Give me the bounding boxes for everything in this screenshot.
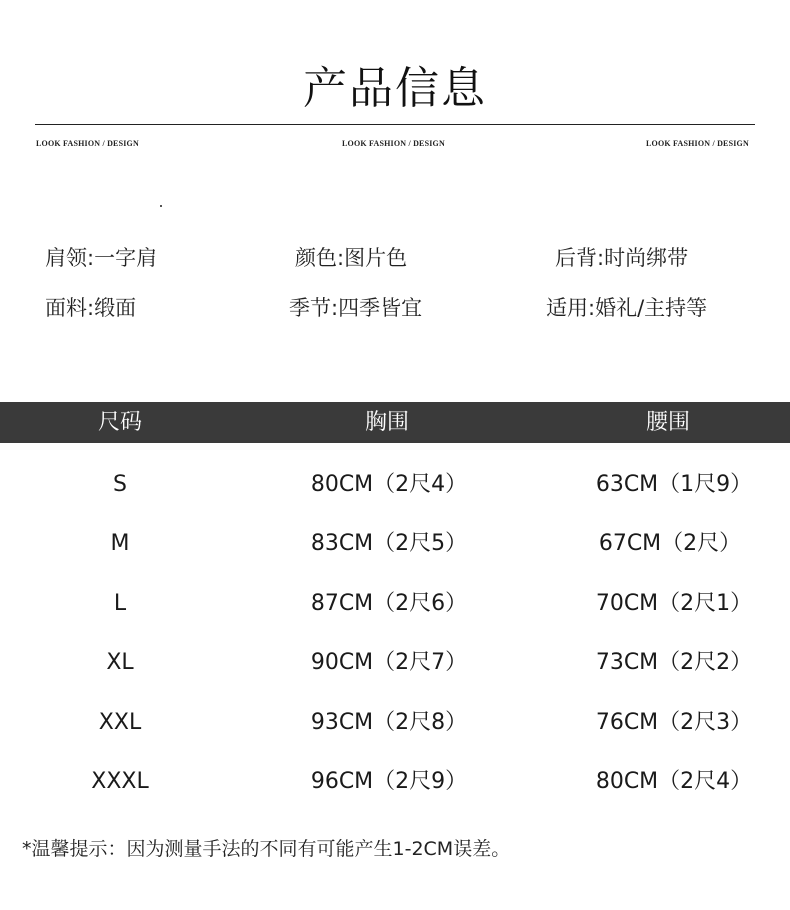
size-cell: S xyxy=(113,472,127,497)
header-size: 尺码 xyxy=(97,410,143,435)
measurement-note: *温馨提示：因为测量手法的不同有可能产生1-2CM误差。 xyxy=(22,838,511,860)
bust-cell: 93CM（2尺8） xyxy=(310,710,468,735)
table-row xyxy=(0,465,790,505)
header-bust: 胸围 xyxy=(364,410,410,435)
header-waist: 腰围 xyxy=(645,410,691,435)
size-cell: XL xyxy=(106,650,134,675)
bust-cell: 90CM（2尺7） xyxy=(310,650,468,675)
tagline-center: LOOK FASHION / DESIGN xyxy=(342,139,445,148)
table-row xyxy=(0,524,790,564)
table-row xyxy=(0,584,790,624)
waist-cell: 70CM（2尺1） xyxy=(595,591,753,616)
bust-cell: 96CM（2尺9） xyxy=(310,769,468,794)
size-cell: XXL xyxy=(98,710,142,735)
waist-cell: 80CM（2尺4） xyxy=(595,769,753,794)
bust-cell: 80CM（2尺4） xyxy=(310,472,468,497)
bust-cell: 83CM（2尺5） xyxy=(310,531,468,556)
waist-cell: 67CM（2尺） xyxy=(598,531,742,556)
info-fabric: 面料:缎面 xyxy=(45,296,137,320)
stray-dot xyxy=(160,205,162,207)
waist-cell: 63CM（1尺9） xyxy=(595,472,753,497)
info-back: 后背:时尚绑带 xyxy=(555,246,689,270)
table-row xyxy=(0,703,790,743)
tagline-right: LOOK FASHION / DESIGN xyxy=(646,139,749,148)
waist-cell: 73CM（2尺2） xyxy=(595,650,753,675)
bust-cell: 87CM（2尺6） xyxy=(310,591,468,616)
waist-cell: 76CM（2尺3） xyxy=(595,710,753,735)
size-cell: XXXL xyxy=(91,769,149,794)
size-cell: M xyxy=(110,531,130,556)
size-cell: L xyxy=(113,591,127,616)
info-occasion: 适用:婚礼/主持等 xyxy=(546,296,708,320)
page-title: 产品信息 xyxy=(303,63,487,114)
tagline-left: LOOK FASHION / DESIGN xyxy=(36,139,139,148)
size-table-header xyxy=(0,402,790,443)
info-neckline: 肩领:一字肩 xyxy=(45,246,158,270)
info-season: 季节:四季皆宜 xyxy=(289,296,423,320)
title-divider xyxy=(35,124,755,125)
info-color: 颜色:图片色 xyxy=(295,246,408,270)
table-row xyxy=(0,643,790,683)
table-row xyxy=(0,762,790,802)
